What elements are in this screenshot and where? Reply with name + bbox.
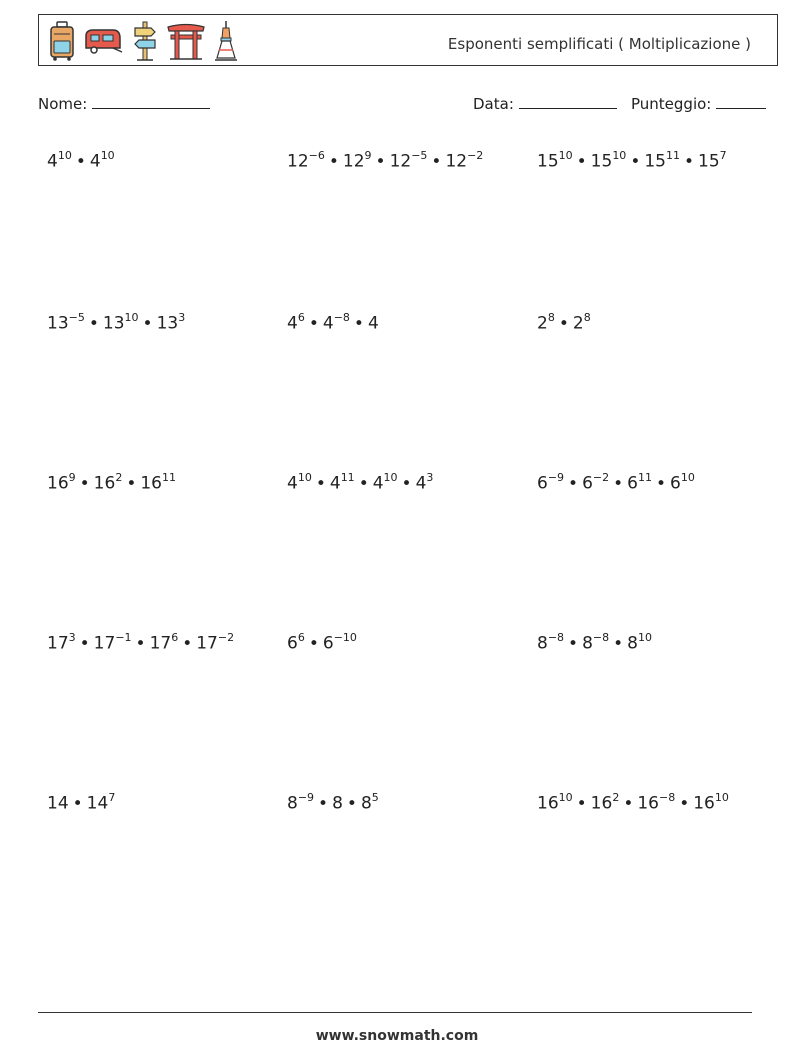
exponent: −8 xyxy=(592,631,610,644)
exponent: −2 xyxy=(217,631,235,644)
multiply-dot: • xyxy=(72,793,83,814)
exponent: 6 xyxy=(297,631,305,644)
exponent: 11 xyxy=(340,471,355,484)
base: 2 xyxy=(572,313,584,334)
problem-4 xyxy=(47,312,185,334)
base: 4 xyxy=(322,313,334,334)
exponent: 9 xyxy=(364,149,372,162)
base: 17 xyxy=(149,633,172,654)
problem-10 xyxy=(47,632,234,654)
multiply-dot: • xyxy=(401,473,412,494)
base: 16 xyxy=(637,793,659,814)
base: 6 xyxy=(322,633,334,654)
exponent: 2 xyxy=(612,791,620,804)
base: 8 xyxy=(537,633,548,654)
exponent: −2 xyxy=(467,149,484,162)
base: 17 xyxy=(93,633,116,654)
problem-15 xyxy=(537,792,729,814)
exponent: 10 xyxy=(612,149,627,162)
exponent: 7 xyxy=(108,791,116,804)
multiply-dot: • xyxy=(679,793,690,814)
base: 8 xyxy=(627,633,638,654)
exponent: 10 xyxy=(558,149,573,162)
multiply-dot: • xyxy=(683,151,695,172)
multiply-dot: • xyxy=(568,633,579,654)
header-icons xyxy=(49,19,239,63)
problem-9 xyxy=(537,472,695,494)
multiply-dot: • xyxy=(576,793,587,814)
exponent: −5 xyxy=(68,311,85,324)
base: 6 xyxy=(627,473,638,494)
exponent: 5 xyxy=(371,791,379,804)
multiply-dot: • xyxy=(576,151,587,172)
exponent: 11 xyxy=(161,471,176,484)
base: 4 xyxy=(287,313,298,334)
multiply-dot: • xyxy=(308,633,319,654)
exponent: 3 xyxy=(68,631,76,644)
multiply-dot: • xyxy=(655,473,667,494)
problem-11 xyxy=(287,632,357,654)
exponent: −9 xyxy=(297,791,315,804)
problem-1 xyxy=(47,150,115,172)
exponent: −8 xyxy=(333,311,350,324)
multiply-dot: • xyxy=(358,473,369,494)
problem-5 xyxy=(287,312,379,334)
base: 16 xyxy=(693,793,715,814)
exponent: 10 xyxy=(680,471,695,484)
base: 15 xyxy=(644,151,666,172)
exponent: 10 xyxy=(100,149,115,162)
exponent: 10 xyxy=(124,311,139,324)
date-label: Data: xyxy=(473,95,514,113)
problem-13 xyxy=(47,792,115,814)
base: 4 xyxy=(89,151,101,172)
score-field xyxy=(631,94,766,113)
base: 4 xyxy=(329,473,341,494)
exponent: 11 xyxy=(665,149,680,162)
exponent: 10 xyxy=(558,791,573,804)
exponent: 11 xyxy=(637,471,652,484)
base: 4 xyxy=(372,473,384,494)
problem-7 xyxy=(47,472,176,494)
problem-2 xyxy=(287,150,483,172)
exponent: 6 xyxy=(171,631,179,644)
base: 15 xyxy=(698,151,720,172)
multiply-dot: • xyxy=(623,793,634,814)
base: 15 xyxy=(537,151,559,172)
exponent: −1 xyxy=(115,631,132,644)
base: 12 xyxy=(445,151,468,172)
base: 13 xyxy=(102,313,125,334)
base: 8 xyxy=(287,793,298,814)
multiply-dot: • xyxy=(568,473,579,494)
base: 4 xyxy=(287,473,298,494)
multiply-dot: • xyxy=(126,473,137,494)
multiply-dot: • xyxy=(315,473,326,494)
exponent: −8 xyxy=(547,631,565,644)
multiply-dot: • xyxy=(79,633,90,654)
exponent: 3 xyxy=(426,471,434,484)
multiply-dot: • xyxy=(431,151,442,172)
multiply-dot: • xyxy=(328,151,339,172)
multiply-dot: • xyxy=(375,151,386,172)
base: 16 xyxy=(537,793,559,814)
base: 16 xyxy=(47,473,69,494)
base: 16 xyxy=(590,793,613,814)
exponent: 10 xyxy=(297,471,312,484)
base: 12 xyxy=(389,151,412,172)
exponent: 6 xyxy=(297,311,305,324)
multiply-dot: • xyxy=(75,151,86,172)
base: 16 xyxy=(140,473,162,494)
name-blank xyxy=(92,94,210,109)
multiply-dot: • xyxy=(308,313,319,334)
footer-url: www.snowmath.com xyxy=(315,1028,479,1044)
base: 6 xyxy=(670,473,681,494)
base: 6 xyxy=(287,633,298,654)
multiply-dot: • xyxy=(182,633,193,654)
exponent: 10 xyxy=(57,149,72,162)
exponent: −8 xyxy=(658,791,676,804)
exponent: 8 xyxy=(583,311,591,324)
problem-12 xyxy=(537,632,652,654)
tower-icon xyxy=(213,20,239,62)
base: 17 xyxy=(47,633,69,654)
multiply-dot: • xyxy=(613,473,624,494)
multiply-dot: • xyxy=(79,473,90,494)
base: 17 xyxy=(196,633,218,654)
problem-3 xyxy=(537,150,727,172)
worksheet-header xyxy=(38,14,778,66)
base: 15 xyxy=(590,151,613,172)
camper-icon xyxy=(83,26,123,56)
base: 4 xyxy=(415,473,427,494)
exponent: −9 xyxy=(547,471,565,484)
date-field xyxy=(473,94,617,113)
multiply-dot: • xyxy=(630,151,641,172)
torii-gate-icon xyxy=(167,21,205,61)
base: 8 xyxy=(332,793,343,814)
base: 8 xyxy=(360,793,372,814)
problem-6 xyxy=(537,312,591,334)
base: 8 xyxy=(582,633,593,654)
luggage-icon xyxy=(49,21,75,61)
base: 12 xyxy=(342,151,365,172)
base: 6 xyxy=(537,473,548,494)
multiply-dot: • xyxy=(88,313,99,334)
exponent: 8 xyxy=(547,311,555,324)
base: 13 xyxy=(156,313,179,334)
base: 14 xyxy=(86,793,109,814)
signpost-icon xyxy=(131,20,159,62)
exponent: −6 xyxy=(308,149,325,162)
exponent: 2 xyxy=(115,471,123,484)
exponent: −5 xyxy=(411,149,428,162)
exponent: 7 xyxy=(719,149,727,162)
base: 4 xyxy=(367,313,379,334)
base: 13 xyxy=(47,313,69,334)
base: 14 xyxy=(47,793,69,814)
exponent: 3 xyxy=(178,311,186,324)
problem-14 xyxy=(287,792,379,814)
base: 16 xyxy=(93,473,116,494)
base: 6 xyxy=(582,473,593,494)
multiply-dot: • xyxy=(142,313,153,334)
multiply-dot: • xyxy=(318,793,329,814)
multiply-dot: • xyxy=(353,313,364,334)
problem-8 xyxy=(287,472,433,494)
exponent: 10 xyxy=(637,631,652,644)
worksheet-title: Esponenti semplificati ( Moltiplicazione ) xyxy=(447,35,751,53)
date-blank xyxy=(519,94,617,109)
footer-divider xyxy=(38,1012,752,1013)
multiply-dot: • xyxy=(135,633,146,654)
exponent: 9 xyxy=(68,471,76,484)
exponent: 10 xyxy=(714,791,729,804)
exponent: −2 xyxy=(592,471,610,484)
exponent: −10 xyxy=(333,631,357,644)
name-label: Nome: xyxy=(38,95,88,113)
multiply-dot: • xyxy=(558,313,569,334)
multiply-dot: • xyxy=(613,633,624,654)
score-blank xyxy=(716,94,766,109)
base: 4 xyxy=(47,151,58,172)
score-label: Punteggio: xyxy=(631,95,712,113)
name-field xyxy=(38,94,210,113)
multiply-dot: • xyxy=(346,793,357,814)
base: 12 xyxy=(287,151,309,172)
base: 2 xyxy=(537,313,548,334)
exponent: 10 xyxy=(383,471,398,484)
